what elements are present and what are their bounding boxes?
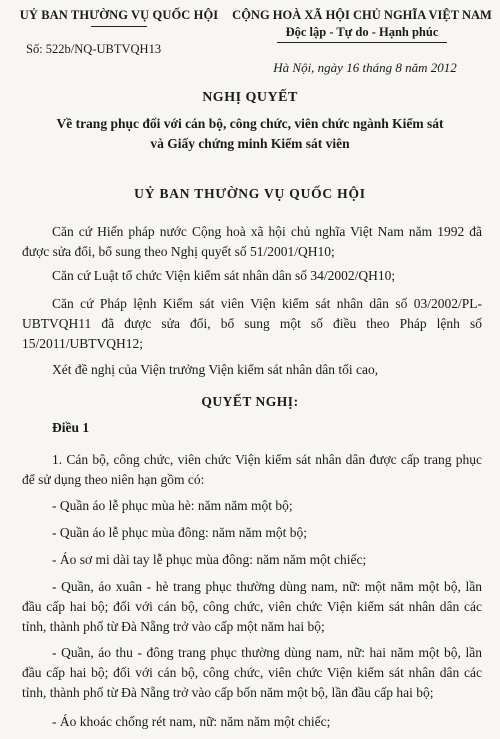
subtitle-line-2: và Giấy chứng minh Kiểm sát viên — [150, 136, 350, 151]
list-item: - Áo sơ mi dài tay lễ phục mùa đông: năm năm một chiếc; — [52, 552, 367, 567]
document-date: Hà Nội, ngày 16 tháng 8 năm 2012 — [273, 60, 457, 75]
agency-underline — [91, 26, 147, 27]
preamble-paragraph: Xét đề nghị của Viện trưởng Viện kiểm sát nhân dân tối cao, — [52, 362, 379, 377]
decision-heading: QUYẾT NGHỊ: — [201, 394, 299, 409]
preamble-paragraph: Căn cứ Luật tổ chức Viện kiểm sát nhân dân số 34/2002/QH10; — [52, 268, 396, 283]
national-motto: Độc lập - Tự do - Hạnh phúc — [285, 25, 439, 39]
national-title: CỘNG HOÀ XÃ HỘI CHỦ NGHĨA VIỆT NAM — [232, 8, 492, 22]
document-subtitle — [20, 114, 480, 154]
clause-paragraph: 1. Cán bộ, công chức, viên chức Viện kiểm sát nhân dân được cấp trang phục để sử dụng theo niên hạn gồm có: — [22, 452, 482, 487]
issuing-body-heading: UỶ BAN THƯỜNG VỤ QUỐC HỘI — [134, 186, 366, 201]
subtitle-line-1: Về trang phục đối với cán bộ, công chức, viên chức ngành Kiểm sát — [56, 116, 444, 131]
document-number: Số: 522b/NQ-UBTVQH13 — [26, 42, 162, 56]
issuing-agency-block — [14, 8, 224, 27]
article-1-heading: Điều 1 — [52, 420, 90, 435]
list-item: - Quần áo lễ phục mùa hè: năm năm một bộ; — [52, 498, 293, 513]
issuing-agency: UỶ BAN THƯỜNG VỤ QUỐC HỘI — [19, 8, 219, 22]
list-item: - Quần áo lễ phục mùa đông: năm năm một bộ; — [52, 525, 307, 540]
preamble-paragraph: Căn cứ Hiến pháp nước Cộng hoà xã hội chủ nghĩa Việt Nam năm 1992 đã được sửa đổi, bổ sung theo Nghị quyết số 51/2001/QH10; — [22, 224, 482, 259]
list-item: - Áo khoác chống rét nam, nữ: năm năm một chiếc; — [52, 714, 331, 729]
motto-underline — [277, 42, 447, 43]
national-header-block — [232, 8, 492, 43]
list-item: - Quần, áo thu - đông trang phục thường dùng nam, nữ: hai năm một bộ, lần đầu cấp hai bộ; đối với cán bộ, công chức, viên chức Viện kiểm sát nhân dân các tỉnh, thành phố từ Đà Nẵng trở vào cấp bốn năm một bộ, lần đầu cấp hai bộ; — [22, 645, 482, 700]
document-title: NGHỊ QUYẾT — [202, 90, 298, 105]
preamble-paragraph: Căn cứ Pháp lệnh Kiểm sát viên Viện kiểm sát nhân dân số 03/2002/PL-UBTVQH11 đã được sửa đổi, bổ sung một số điều theo Pháp lệnh số 15/2011/UBTVQH12; — [22, 296, 482, 351]
list-item: - Quần, áo xuân - hè trang phục thường dùng nam, nữ: một năm một bộ, lần đầu cấp hai bộ; đối với cán bộ, công chức, viên chức Viện kiểm sát nhân dân các tỉnh, thành phố từ Đà Nẵng trở vào cấp một năm hai bộ; — [22, 579, 482, 634]
